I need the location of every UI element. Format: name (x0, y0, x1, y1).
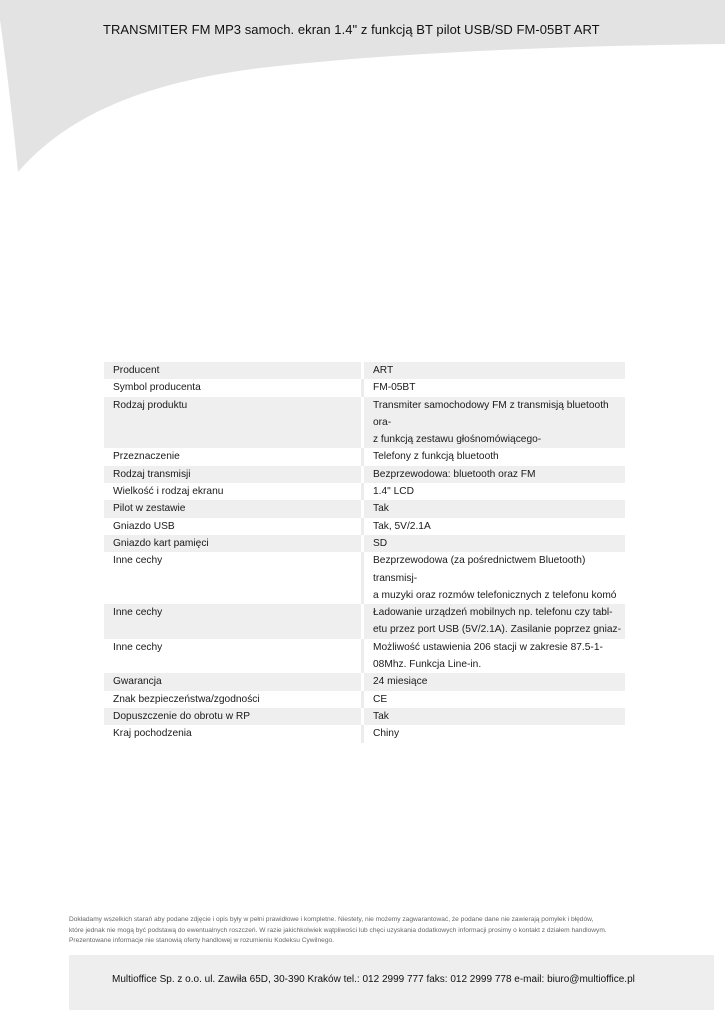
spec-value: Telefony z funkcją bluetooth (364, 448, 625, 465)
spec-row (104, 397, 625, 449)
footer-bar (69, 955, 714, 1010)
spec-value: 1.4" LCD (364, 483, 625, 500)
spec-row (104, 673, 625, 690)
spec-label: Dopuszczenie do obrotu w RP (104, 708, 361, 725)
spec-value: Możliwość ustawienia 206 stacji w zakresie 87.5-1- 08Mhz. Funkcja Line-in. (364, 639, 625, 674)
spec-row (104, 639, 625, 674)
spec-label: Gwarancja (104, 673, 361, 690)
spec-table (104, 362, 625, 743)
spec-row (104, 466, 625, 483)
spec-value: ART (364, 362, 625, 379)
footer-contact: Multioffice Sp. z o.o. ul. Zawiła 65D, 30-390 Kraków tel.: 012 2999 777 faks: 012 2999 778 e-mail: biuro@multioffice.pl (112, 974, 635, 985)
spec-label: Gniazdo USB (104, 518, 361, 535)
spec-label: Inne cechy (104, 639, 361, 674)
spec-value: 24 miesiące (364, 673, 625, 690)
spec-label: Symbol producenta (104, 379, 361, 396)
spec-row (104, 362, 625, 379)
spec-value: Tak, 5V/2.1A (364, 518, 625, 535)
spec-label: Pilot w zestawie (104, 500, 361, 517)
spec-label: Znak bezpieczeństwa/zgodności (104, 691, 361, 708)
page-title: TRANSMITER FM MP3 samoch. ekran 1.4" z funkcją BT pilot USB/SD FM-05BT ART (103, 22, 600, 37)
spec-row (104, 448, 625, 465)
spec-value: Bezprzewodowa: bluetooth oraz FM (364, 466, 625, 483)
spec-label: Kraj pochodzenia (104, 725, 361, 742)
spec-label: Rodzaj produktu (104, 397, 361, 449)
spec-row (104, 725, 625, 742)
spec-row (104, 708, 625, 725)
spec-value: FM-05BT (364, 379, 625, 396)
spec-value: CE (364, 691, 625, 708)
spec-row (104, 691, 625, 708)
spec-row (104, 483, 625, 500)
spec-value: Ładowanie urządzeń mobilnych np. telefonu czy tabl- etu przez port USB (5V/2.1A). Zasilanie poprzez gniaz- (364, 604, 625, 639)
spec-value: Bezprzewodowa (za pośrednictwem Bluetooth) transmisj- a muzyki oraz rozmów telefonicznych z telefonu komó (364, 552, 625, 604)
spec-row (104, 379, 625, 396)
spec-value: Transmiter samochodowy FM z transmisją bluetooth ora- z funkcją zestawu głośnomówiącego- (364, 397, 625, 449)
spec-row (104, 604, 625, 639)
disclaimer: Dokładamy wszelkich starań aby podane zdjęcie i opis były w pełni prawidłowe i kompletne. Niestety, nie możemy zagwarantować, że podane dane nie zawierają pomyłek i błędów, które jednak nie mogą być podstawą do ewentualnych roszczeń. W razie jakichkolwiek wątpliwości lub chęci uzyskania dodatkowych informacji prosimy o kontakt z działem handlowym. Prezentowane informacje nie stanowią oferty handlowej w rozumieniu Kodeksu Cywilnego. (69, 916, 607, 944)
spec-label: Wielkość i rodzaj ekranu (104, 483, 361, 500)
spec-label: Inne cechy (104, 604, 361, 639)
spec-label: Producent (104, 362, 361, 379)
spec-label: Przeznaczenie (104, 448, 361, 465)
spec-label: Inne cechy (104, 552, 361, 604)
spec-value: SD (364, 535, 625, 552)
spec-value: Tak (364, 500, 625, 517)
spec-row (104, 535, 625, 552)
spec-row (104, 518, 625, 535)
spec-row (104, 500, 625, 517)
spec-label: Gniazdo kart pamięci (104, 535, 361, 552)
spec-value: Chiny (364, 725, 625, 742)
spec-value: Tak (364, 708, 625, 725)
spec-label: Rodzaj transmisji (104, 466, 361, 483)
spec-row (104, 552, 625, 604)
